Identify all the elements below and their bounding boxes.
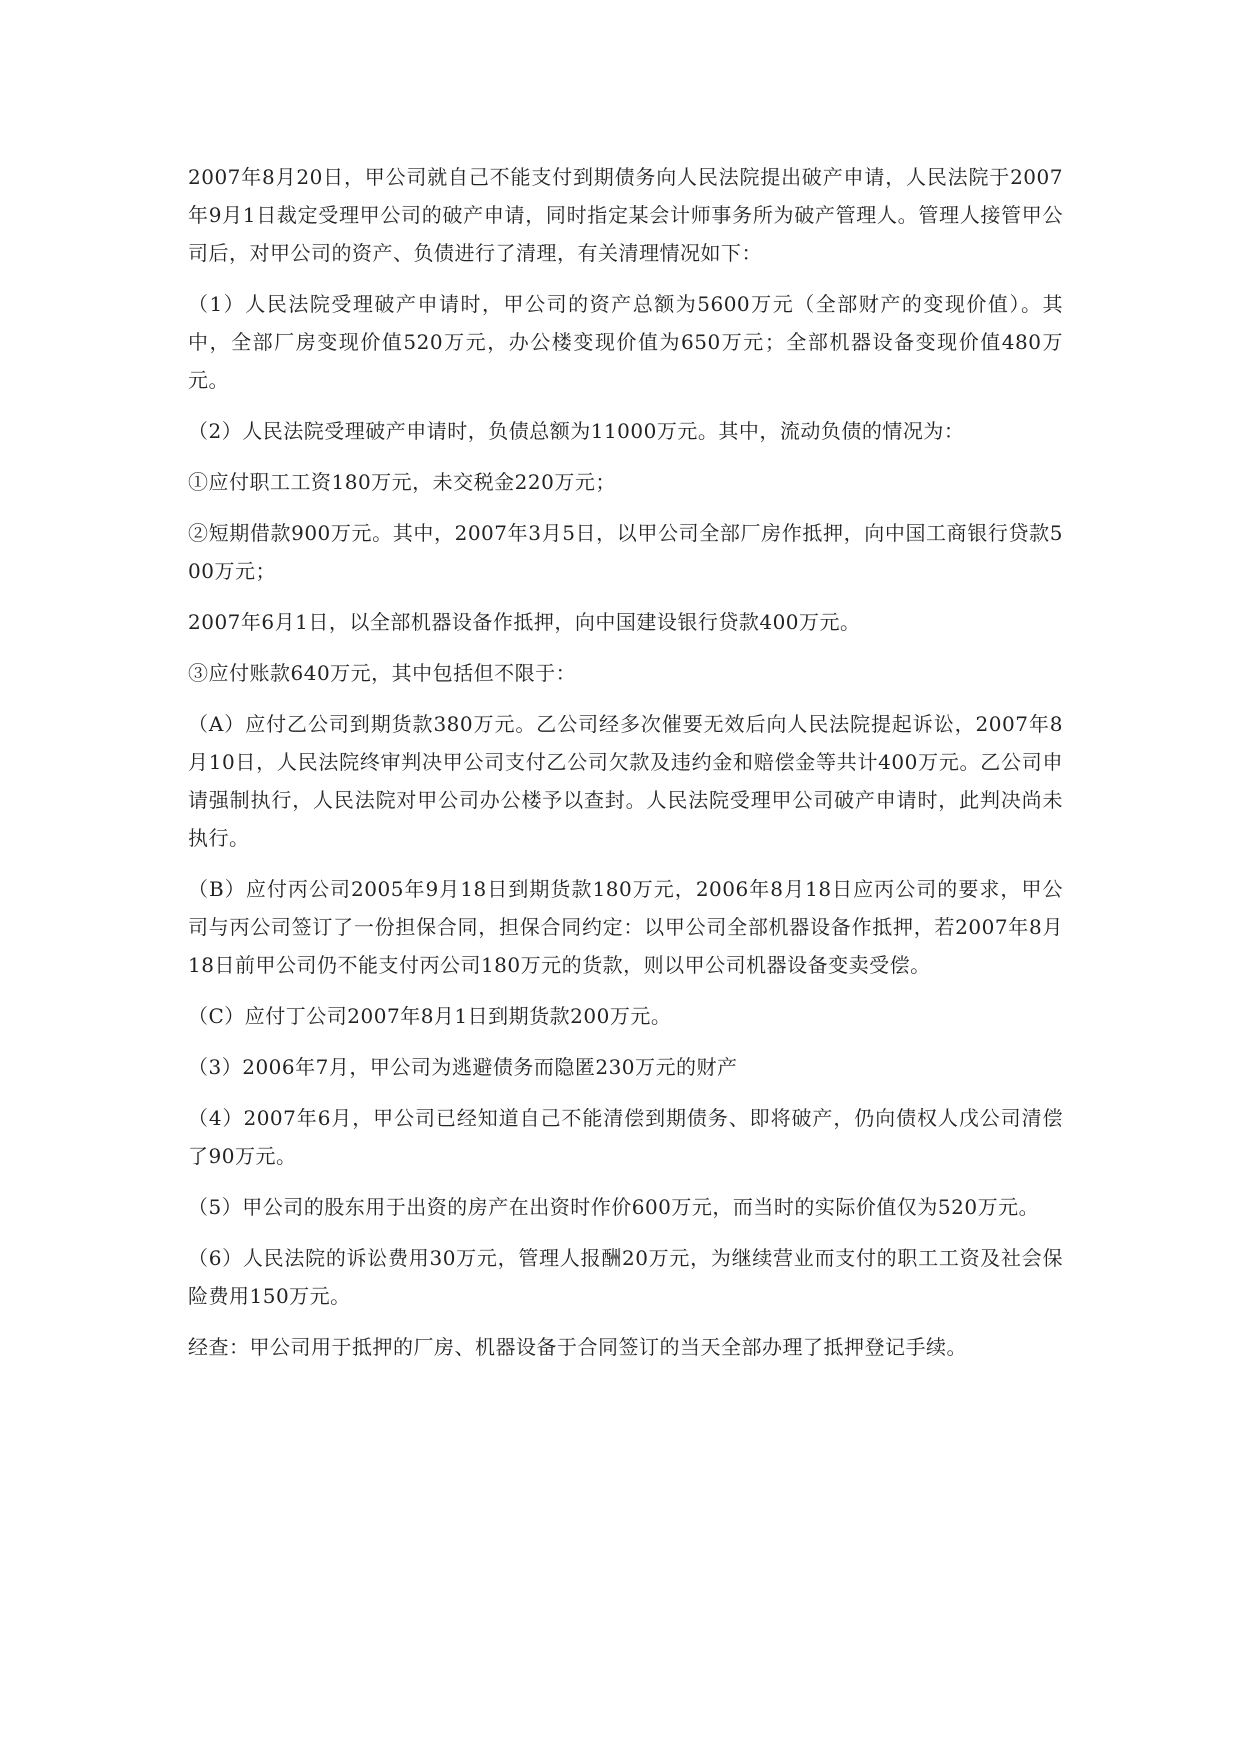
paragraph-capital-contribution: （5）甲公司的股东用于出资的房产在出资时作价600万元，而当时的实际价值仅为520万元。 xyxy=(188,1195,1040,1219)
paragraph-litigation-costs: （6）人民法院的诉讼费用30万元，管理人报酬20万元，为继续营业而支付的职工工资及社会保险费用150万元。 xyxy=(188,1246,1063,1308)
subitem-c: （C）应付丁公司2007年8月1日到期货款200万元。 xyxy=(188,1004,672,1028)
intro-paragraph: 2007年8月20日，甲公司就自己不能支付到期债务向人民法院提出破产申请，人民法院于2007年9月1日裁定受理甲公司的破产申请，同时指定某会计师事务所为破产管理人。管理人接管甲公司后，对甲公司的资产、负债进行了清理，有关清理情况如下： xyxy=(188,165,1063,265)
item-wages-taxes: ①应付职工工资180万元，未交税金220万元； xyxy=(188,470,616,494)
item-construction-bank-loan: 2007年6月1日，以全部机器设备作抵押，向中国建设银行贷款400万元。 xyxy=(188,610,861,634)
document-body xyxy=(188,158,1063,1379)
item-accounts-payable: ③应付账款640万元，其中包括但不限于： xyxy=(188,661,577,685)
subitem-a: （A）应付乙公司到期货款380万元。乙公司经多次催要无效后向人民法院提起诉讼，2007年8月10日，人民法院终审判决甲公司支付乙公司欠款及违约金和赔偿金等共计400万元。乙公司申请强制执行，人民法院对甲公司办公楼予以查封。人民法院受理甲公司破产申请时，此判决尚未执行。 xyxy=(188,712,1063,850)
paragraph-assets: （1）人民法院受理破产申请时，甲公司的资产总额为5600万元（全部财产的变现价值）。其中，全部厂房变现价值520万元，办公楼变现价值为650万元；全部机器设备变现价值480万元。 xyxy=(188,292,1063,392)
paragraph-preferential-payment: （4）2007年6月，甲公司已经知道自己不能清偿到期债务、即将破产，仍向债权人戊公司清偿了90万元。 xyxy=(188,1106,1063,1168)
subitem-b: （B）应付丙公司2005年9月18日到期货款180万元，2006年8月18日应丙公司的要求，甲公司与丙公司签订了一份担保合同，担保合同约定：以甲公司全部机器设备作抵押，若2007年8月18日前甲公司仍不能支付丙公司180万元的货款，则以甲公司机器设备变卖受偿。 xyxy=(188,877,1063,977)
item-short-term-loans: ②短期借款900万元。其中，2007年3月5日，以甲公司全部厂房作抵押，向中国工商银行贷款500万元； xyxy=(188,521,1063,583)
paragraph-liabilities: （2）人民法院受理破产申请时，负债总额为11000万元。其中，流动负债的情况为： xyxy=(188,419,965,443)
paragraph-verification: 经查：甲公司用于抵押的厂房、机器设备于合同签订的当天全部办理了抵押登记手续。 xyxy=(188,1335,967,1359)
paragraph-concealed-property: （3）2006年7月，甲公司为逃避债务而隐匿230万元的财产 xyxy=(188,1055,738,1079)
